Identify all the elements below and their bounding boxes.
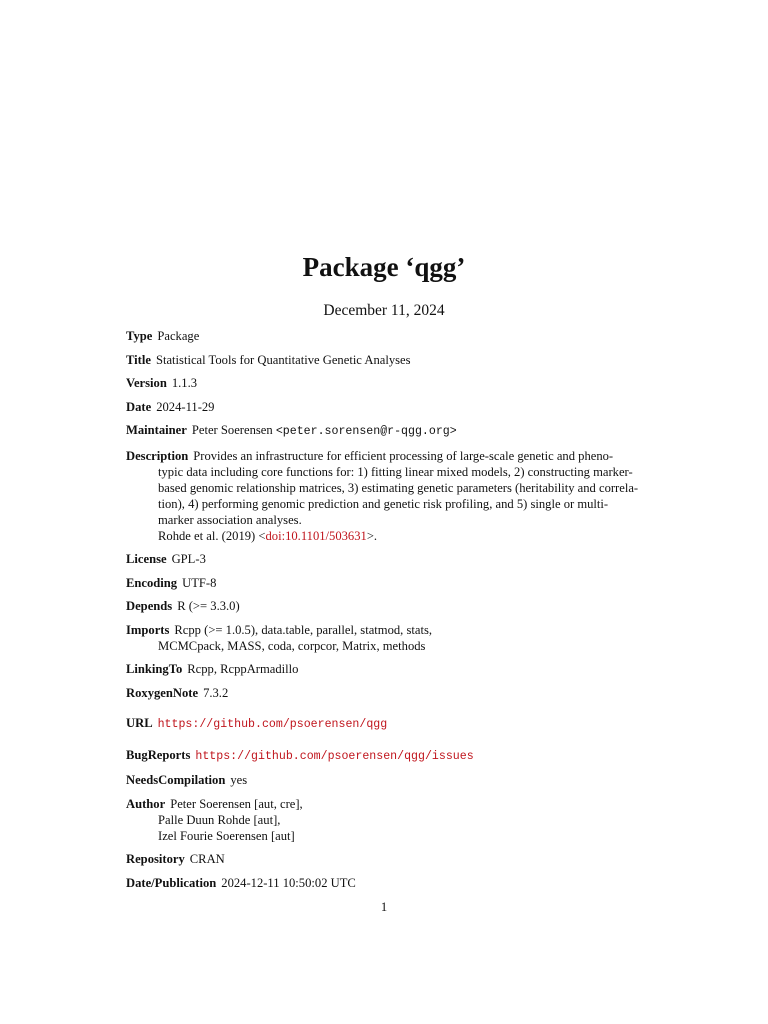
field-needscompilation bbox=[126, 772, 641, 788]
reference-suffix: >. bbox=[366, 528, 378, 543]
field-value: Rcpp, RcppArmadillo bbox=[187, 662, 299, 676]
field-label: Description bbox=[126, 448, 189, 463]
doi-link[interactable]: doi:10.1101/503631 bbox=[265, 528, 367, 543]
maintainer-name: Peter Soerensen bbox=[191, 423, 273, 437]
field-value: yes bbox=[230, 773, 248, 787]
field-linkingto bbox=[126, 661, 641, 677]
description-line: Provides an infrastructure for efficient processing of large-scale genetic and pheno- bbox=[193, 448, 614, 463]
field-label: Encoding bbox=[126, 575, 178, 590]
field-date bbox=[126, 399, 641, 415]
field-label: Author bbox=[126, 796, 166, 811]
field-bugreports bbox=[126, 747, 641, 765]
field-value: 7.3.2 bbox=[203, 685, 229, 700]
author-line: Peter Soerensen [aut, cre], bbox=[170, 796, 303, 811]
reference-prefix: Rohde et al. (2019) < bbox=[158, 528, 266, 543]
document-date: December 11, 2024 bbox=[323, 302, 445, 319]
imports-line: Rcpp (>= 1.0.5), data.table, parallel, statmod, stats, bbox=[174, 622, 433, 637]
field-label: Maintainer bbox=[126, 423, 187, 437]
field-depends bbox=[126, 598, 641, 614]
field-maintainer bbox=[126, 422, 641, 440]
field-title bbox=[126, 352, 641, 368]
field-label: Repository bbox=[126, 852, 185, 866]
field-roxygennote bbox=[126, 685, 641, 701]
maintainer-email: <peter.sorensen@r-qgg.org> bbox=[275, 425, 457, 438]
field-repository bbox=[126, 851, 641, 867]
author-line: Palle Duun Rohde [aut], bbox=[158, 812, 281, 827]
description-line: typic data including core functions for: 1) fitting linear mixed models, 2) constructing marker- bbox=[158, 464, 633, 479]
field-label: Date bbox=[126, 399, 152, 414]
field-label: LinkingTo bbox=[126, 662, 183, 676]
field-label: BugReports bbox=[126, 747, 191, 762]
field-label: NeedsCompilation bbox=[126, 773, 226, 787]
field-datepublication bbox=[126, 875, 641, 891]
page-number: 1 bbox=[380, 900, 388, 914]
field-description bbox=[126, 448, 641, 544]
field-label: URL bbox=[126, 715, 153, 730]
field-label: Depends bbox=[126, 599, 173, 613]
field-type bbox=[126, 328, 641, 344]
field-label: Imports bbox=[126, 622, 170, 637]
field-url bbox=[126, 715, 641, 733]
field-author bbox=[126, 796, 641, 844]
field-imports bbox=[126, 622, 641, 654]
description-line: tion), 4) performing genomic prediction and genetic risk profiling, and 5) single or multi- bbox=[158, 496, 609, 511]
field-value: GPL-3 bbox=[171, 552, 206, 566]
field-label: License bbox=[126, 552, 167, 566]
field-value: R (>= 3.3.0) bbox=[177, 599, 240, 613]
bugreports-link[interactable]: https://github.com/psoerensen/qgg/issues bbox=[195, 749, 474, 763]
field-value: Package bbox=[157, 329, 200, 343]
field-label: Type bbox=[126, 329, 153, 343]
imports-line: MCMCpack, MASS, coda, corpcor, Matrix, methods bbox=[158, 638, 426, 653]
field-label: Title bbox=[126, 352, 151, 367]
field-value: 2024-11-29 bbox=[156, 399, 215, 414]
description-line: based genomic relationship matrices, 3) estimating genetic parameters (heritability and correla- bbox=[158, 480, 639, 495]
field-label: RoxygenNote bbox=[126, 685, 199, 700]
field-license bbox=[126, 551, 641, 567]
url-link[interactable]: https://github.com/psoerensen/qgg bbox=[157, 717, 388, 731]
description-reference bbox=[126, 528, 641, 544]
field-value: 2024-12-11 10:50:02 UTC bbox=[221, 875, 356, 890]
document-title: Package ‘qgg’ bbox=[302, 252, 466, 282]
field-value: Statistical Tools for Quantitative Genetic Analyses bbox=[155, 352, 411, 367]
field-encoding bbox=[126, 575, 641, 591]
field-label: Date/Publication bbox=[126, 875, 217, 890]
field-label: Version bbox=[126, 376, 167, 390]
package-fields bbox=[126, 328, 641, 898]
field-value: 1.1.3 bbox=[171, 376, 198, 390]
field-value: CRAN bbox=[189, 852, 225, 866]
author-line: Izel Fourie Soerensen [aut] bbox=[158, 828, 295, 843]
field-value: UTF-8 bbox=[182, 575, 217, 590]
field-version bbox=[126, 375, 641, 391]
description-line: marker association analyses. bbox=[158, 512, 302, 527]
